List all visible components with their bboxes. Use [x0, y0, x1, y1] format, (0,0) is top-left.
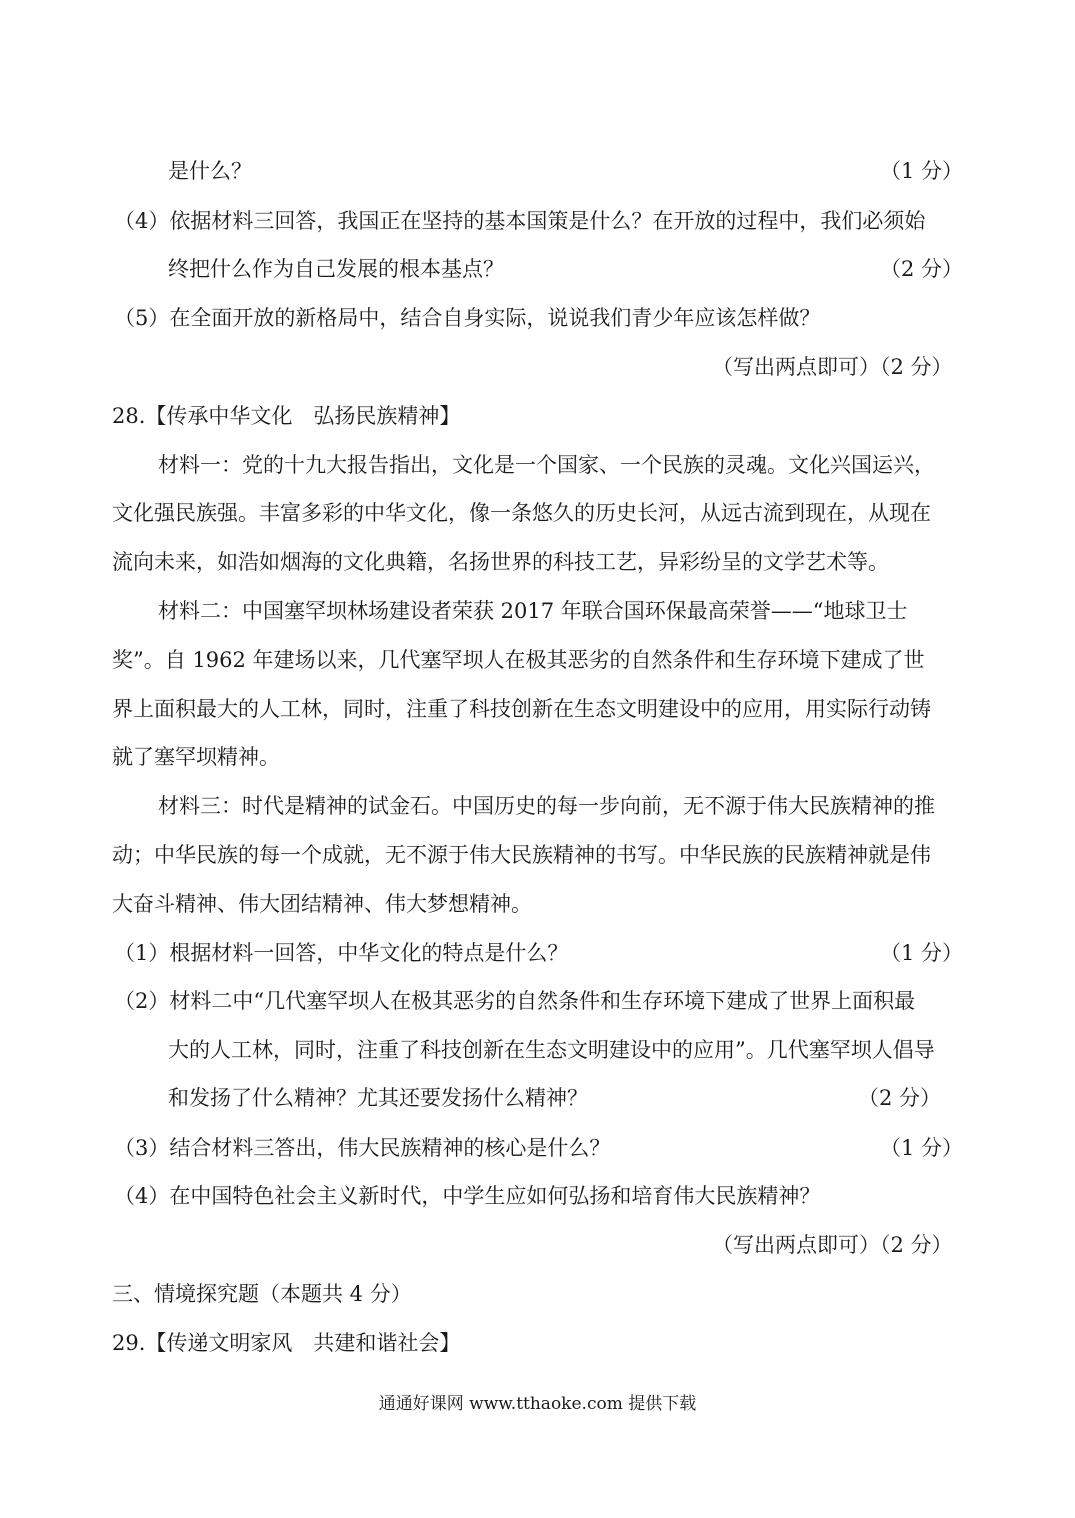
q28-question2-line1: （2）材料二中“几代塞罕坝人在极其恶劣的自然条件和生存环境下建成了世界上面积最 — [114, 989, 916, 1013]
q28-question4: （4）在中国特色社会主义新时代，中学生应如何弘扬和培育伟大民族精神？ — [114, 1184, 821, 1208]
q28-question3-score: （1 分） — [880, 1136, 964, 1160]
q28-material2-line1: 材料二：中国塞罕坝林场建设者荣获 2017 年联合国环保最高荣誉——“地球卫士 — [158, 599, 908, 623]
section3-heading: 三、情境探究题（本题共 4 分） — [112, 1282, 412, 1306]
q28-material1-line2: 文化强民族强。丰富多彩的中华文化，像一条悠久的历史长河，从远古流到现在，从现在 — [112, 501, 931, 525]
q28-question1: （1）根据材料一回答，中华文化的特点是什么？ — [114, 941, 569, 965]
q28-material2-line4: 就了塞罕坝精神。 — [112, 745, 280, 769]
q28-question3: （3）结合材料三答出，伟大民族精神的核心是什么？ — [114, 1136, 611, 1160]
q27-q4-line1: （4）依据材料三回答，我国正在坚持的基本国策是什么？在开放的过程中，我们必须始 — [114, 209, 926, 233]
q27-q5: （5）在全面开放的新格局中，结合自身实际，说说我们青少年应该怎样做？ — [114, 306, 821, 330]
q28-question2-line2: 大的人工林，同时，注重了科技创新在生态文明建设中的应用”。几代塞罕坝人倡导 — [168, 1038, 935, 1062]
q28-material3-line3: 大奋斗精神、伟大团结精神、伟大梦想精神。 — [112, 892, 532, 916]
q28-question2-line3: 和发扬了什么精神？尤其还要发扬什么精神？ — [168, 1086, 588, 1110]
q28-material1-line3: 流向未来，如浩如烟海的文化典籍，名扬世界的科技工艺，异彩纷呈的文学艺术等。 — [112, 550, 889, 574]
q28-material2-line2: 奖”。自 1962 年建场以来，几代塞罕坝人在极其恶劣的自然条件和生存环境下建成了世 — [112, 648, 925, 672]
q27-q3-score: （1 分） — [880, 159, 964, 183]
q28-material1-line1: 材料一：党的十九大报告指出，文化是一个国家、一个民族的灵魂。文化兴国运兴， — [158, 453, 935, 477]
q28-question2-score: （2 分） — [858, 1086, 942, 1110]
q28-material3-line1: 材料三：时代是精神的试金石。中国历史的每一步向前，无不源于伟大民族精神的推 — [158, 794, 935, 818]
q28-material2-line3: 界上面积最大的人工林，同时，注重了科技创新在生态文明建设中的应用，用实际行动铸 — [112, 697, 931, 721]
q27-q4-score: （2 分） — [880, 257, 964, 281]
q28-material3-line2: 动；中华民族的每一个成就，无不源于伟大民族精神的书写。中华民族的民族精神就是伟 — [112, 843, 931, 867]
q29-heading: 29.【传递文明家风 共建和谐社会】 — [112, 1331, 461, 1355]
q28-question4-score: （写出两点即可）（2 分） — [712, 1233, 953, 1257]
q28-question1-score: （1 分） — [880, 941, 964, 965]
q27-q4-line2: 终把什么作为自己发展的根本基点？ — [168, 257, 504, 281]
q28-heading: 28.【传承中华文化 弘扬民族精神】 — [112, 404, 461, 428]
q27-q3-continuation: 是什么？ — [168, 159, 252, 183]
q27-q5-score: （写出两点即可）（2 分） — [712, 355, 953, 379]
page-footer: 通通好课网 www.tthaoke.com 提供下载 — [378, 1394, 697, 1414]
